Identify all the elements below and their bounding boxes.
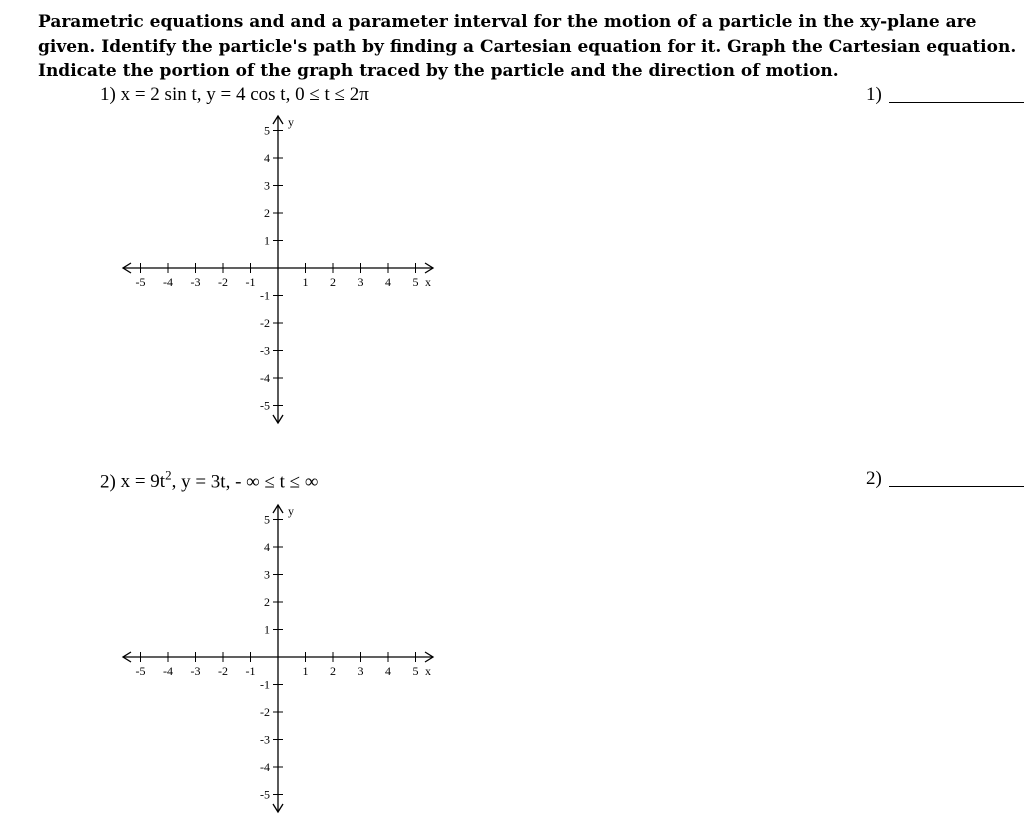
x-tick-label: 2 — [330, 275, 336, 289]
y-tick-label: 5 — [264, 512, 270, 527]
y-axis-label: y — [288, 504, 294, 518]
x-axis-label: x — [425, 275, 431, 289]
y-tick-label: -5 — [260, 398, 270, 413]
y-tick-label: 3 — [264, 178, 270, 193]
y-axis-label: y — [288, 115, 294, 129]
x-tick-label: 4 — [385, 664, 391, 678]
x-tick-label: -4 — [163, 275, 173, 289]
y-tick-label: 1 — [264, 233, 270, 248]
problem-2-x-equation: $x = 9t^2$, — [120, 468, 177, 493]
answer-1-label: 1) — [866, 84, 882, 105]
problem-1-graph — [110, 108, 450, 438]
x-tick-label: 1 — [302, 275, 309, 289]
exponent: 2 — [165, 468, 172, 483]
problem-1-number: 1) — [100, 84, 116, 105]
y-tick-label: -2 — [260, 316, 270, 330]
y-tick-label: -2 — [260, 705, 270, 719]
x-tick-label: 4 — [385, 275, 391, 289]
problem-2-statement — [100, 468, 318, 493]
x-tick-label: 2 — [330, 664, 336, 678]
y-tick-label: 1 — [264, 622, 270, 637]
problem-2-graph — [110, 497, 450, 827]
problem-1-y-equation: y = 4 cos t, — [206, 84, 291, 105]
x-tick-label: 3 — [357, 275, 364, 289]
y-tick-label: -5 — [260, 787, 270, 802]
y-tick-label: -1 — [260, 288, 270, 303]
x-tick-label: -1 — [245, 664, 256, 678]
y-tick-label: -4 — [260, 760, 270, 774]
x-tick-label: -2 — [218, 275, 228, 289]
x-tick-label: -3 — [190, 275, 201, 289]
y-tick-label: 2 — [264, 206, 270, 220]
y-tick-label: -4 — [260, 371, 270, 385]
problem-1-interval: 0 ≤ t ≤ 2π — [295, 84, 369, 105]
y-tick-label: 4 — [264, 151, 270, 165]
y-tick-label: 5 — [264, 123, 270, 138]
answer-2-blank[interactable] — [889, 486, 1024, 487]
x-tick-label: -2 — [218, 664, 228, 678]
x-tick-label: -4 — [163, 664, 173, 678]
problem-1-x-equation: x = 2 sin t, — [120, 84, 202, 105]
problem-2-y-equation: y = 3t, — [181, 471, 231, 493]
problem-1-statement — [100, 84, 369, 106]
y-tick-label: -1 — [260, 677, 270, 692]
instructions-text: Parametric equations and and a parameter interval for the motion of a particle in the xy-plane are given. Identify the particle's path by finding a Cartesian equation for it. Graph the Cartesian equation. Indicate the portion of the graph traced by the particle and the direction of motion. — [38, 12, 1017, 81]
x-tick-label: 5 — [412, 275, 419, 289]
x-tick-label: -5 — [135, 275, 146, 289]
x-tick-label: 3 — [357, 664, 364, 678]
x-tick-label: -3 — [190, 664, 201, 678]
x-axis-label: x — [425, 664, 431, 678]
x-tick-label: 5 — [412, 664, 419, 678]
y-tick-label: -3 — [260, 732, 270, 747]
y-tick-label: 3 — [264, 567, 270, 582]
x-tick-label: -1 — [245, 275, 256, 289]
answer-1-blank[interactable] — [889, 102, 1024, 103]
y-tick-label: 4 — [264, 540, 270, 554]
y-tick-label: 2 — [264, 595, 270, 609]
problem-2-interval: - ∞ ≤ t ≤ ∞ — [235, 471, 319, 493]
problem-2-number: 2) — [100, 471, 116, 493]
answer-2-label: 2) — [866, 468, 882, 489]
x-tick-label: -5 — [135, 664, 146, 678]
y-tick-label: -3 — [260, 343, 270, 358]
x-tick-label: 1 — [302, 664, 309, 678]
